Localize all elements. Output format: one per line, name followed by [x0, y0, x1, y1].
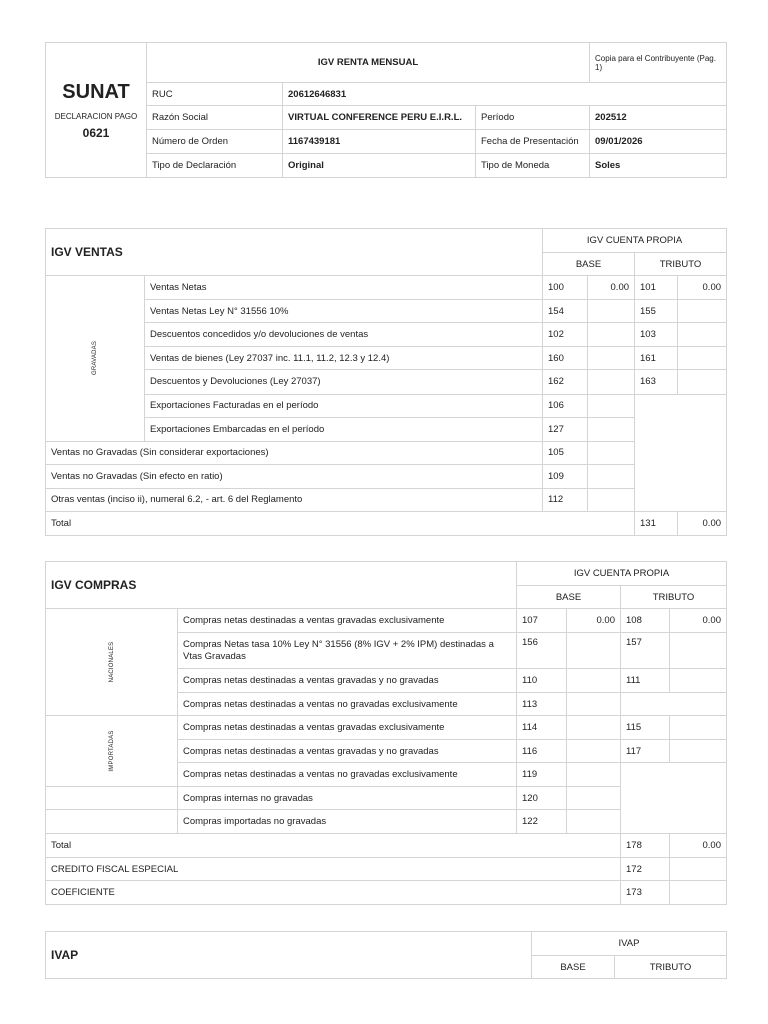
ventas-row-code: 105: [543, 441, 588, 464]
sunat-logo-cell: [46, 43, 147, 178]
form-title: IGV RENTA MENSUAL: [147, 43, 590, 83]
compras-row-code: 117: [621, 740, 670, 763]
ivap-tributo-header: TRIBUTO: [615, 956, 727, 979]
compras-total-label: Total: [46, 834, 621, 858]
compras-tributo-header: TRIBUTO: [621, 586, 727, 609]
ventas-group-header: IGV CUENTA PROPIA: [543, 229, 727, 253]
ventas-row-label: Ventas de bienes (Ley 27037 inc. 11.1, 11.2, 12.3 y 12.4): [145, 347, 543, 370]
tipo-moneda-value: Soles: [590, 154, 727, 178]
ventas-row-base: [588, 300, 635, 323]
ventas-row-label: Ventas Netas Ley N° 31556 10%: [145, 300, 543, 323]
compras-row-code: 122: [517, 810, 567, 834]
ruc-value: 20612646831: [283, 83, 727, 106]
ventas-row-code: 154: [543, 300, 588, 323]
compras-base-header: BASE: [517, 586, 621, 609]
ruc-label: RUC: [147, 83, 283, 106]
compras-total-value: 0.00: [670, 834, 727, 858]
fecha-presentacion-label: Fecha de Presentación: [476, 130, 590, 154]
ventas-total-value: 0.00: [678, 511, 727, 535]
compras-row-base: [567, 716, 621, 740]
igv-compras-table: [45, 561, 727, 905]
ventas-row-code: 100: [543, 276, 588, 300]
tipo-moneda-label: Tipo de Moneda: [476, 154, 590, 178]
sunat-logo: SUNAT: [62, 80, 130, 103]
credito-fiscal-label: CREDITO FISCAL ESPECIAL: [46, 858, 621, 881]
ivap-title: IVAP: [46, 932, 532, 979]
compras-row-code: 107: [517, 609, 567, 633]
ivap-base-header: BASE: [532, 956, 615, 979]
igv-ventas-title: IGV VENTAS: [46, 229, 543, 276]
coeficiente-value: [670, 881, 727, 905]
credito-fiscal-code: 172: [621, 858, 670, 881]
compras-row-code: 110: [517, 669, 567, 693]
ivap-group-header: IVAP: [532, 932, 727, 956]
ventas-base-header: BASE: [543, 253, 635, 276]
compras-total-code: 178: [621, 834, 670, 858]
compras-row-label: Compras netas destinadas a ventas gravadas exclusivamente: [178, 609, 517, 633]
ventas-total-label: Total: [46, 511, 635, 535]
compras-row-label: Compras Netas tasa 10% Ley N° 31556 (8% IGV + 2% IPM) destinadas a Vtas Gravadas: [178, 633, 517, 669]
ventas-row-label: Ventas no Gravadas (Sin efecto en ratio): [46, 464, 543, 488]
nacionales-group-label: NACIONALES: [46, 609, 178, 716]
compras-row-base: [567, 669, 621, 693]
compras-row-tributo: [670, 633, 727, 669]
ventas-row-code: 109: [543, 464, 588, 488]
form-number: 0621: [82, 125, 110, 140]
ventas-row-label: Descuentos concedidos y/o devoluciones de ventas: [145, 323, 543, 347]
compras-row-label: Compras netas destinadas a ventas no gravadas exclusivamente: [178, 693, 517, 716]
ventas-row-label: Ventas Netas: [145, 276, 543, 300]
compras-row-base: 0.00: [567, 609, 621, 633]
ventas-row-label: Descuentos y Devoluciones (Ley 27037): [145, 370, 543, 394]
ventas-row-code: 106: [543, 394, 588, 417]
compras-row-label: Compras netas destinadas a ventas gravadas y no gravadas: [178, 669, 517, 693]
tipo-declaracion-value: Original: [283, 154, 476, 178]
compras-row-code: 116: [517, 740, 567, 763]
compras-row-code: 108: [621, 609, 670, 633]
ventas-row-code: 163: [635, 370, 678, 394]
ventas-row-base: [588, 441, 635, 464]
ventas-tributo-header: TRIBUTO: [635, 253, 727, 276]
compras-row-code: 120: [517, 787, 567, 810]
ventas-row-code: 160: [543, 347, 588, 370]
coeficiente-code: 173: [621, 881, 670, 905]
ventas-row-base: [588, 464, 635, 488]
ventas-row-code: 127: [543, 417, 588, 441]
form-caption: DECLARACION PAGO: [54, 111, 138, 121]
ventas-row-code: 101: [635, 276, 678, 300]
compras-row-tributo: [670, 716, 727, 740]
coeficiente-label: COEFICIENTE: [46, 881, 621, 905]
periodo-label: Período: [476, 106, 590, 130]
igv-ventas-table: [45, 228, 727, 536]
ventas-row-code: 161: [635, 347, 678, 370]
compras-row-base: [567, 787, 621, 810]
compras-row-base: [567, 763, 621, 787]
compras-empty-tributo-block: [621, 763, 727, 834]
compras-row-label: Compras netas destinadas a ventas gravadas exclusivamente: [178, 716, 517, 740]
credito-fiscal-value: [670, 858, 727, 881]
ventas-row-code: 112: [543, 488, 588, 511]
compras-row-base: [567, 810, 621, 834]
compras-row-base: [567, 633, 621, 669]
compras-row-label: Compras netas destinadas a ventas gravadas y no gravadas: [178, 740, 517, 763]
compras-row-base: [567, 740, 621, 763]
periodo-value: 202512: [590, 106, 727, 130]
compras-row-code: 157: [621, 633, 670, 669]
tipo-declaracion-label: Tipo de Declaración: [147, 154, 283, 178]
compras-spacer-cell: [46, 810, 178, 834]
numero-orden-value: 1167439181: [283, 130, 476, 154]
compras-row-code: 115: [621, 716, 670, 740]
copy-note: Copia para el Contribuyente (Pag. 1): [590, 43, 727, 83]
declaration-header: [45, 42, 727, 178]
compras-row-base: [567, 693, 621, 716]
numero-orden-label: Número de Orden: [147, 130, 283, 154]
ventas-row-base: [588, 323, 635, 347]
ventas-total-code: 131: [635, 511, 678, 535]
ventas-row-base: [588, 417, 635, 441]
ventas-row-code: 155: [635, 300, 678, 323]
compras-row-tributo: [670, 740, 727, 763]
ventas-row-tributo: [678, 323, 727, 347]
ventas-row-code: 103: [635, 323, 678, 347]
ventas-row-label: Exportaciones Facturadas en el período: [145, 394, 543, 417]
compras-row-code: 156: [517, 633, 567, 669]
ventas-row-base: [588, 370, 635, 394]
ventas-row-tributo: [678, 370, 727, 394]
ventas-row-code: 102: [543, 323, 588, 347]
ventas-row-label: Otras ventas (inciso ii), numeral 6.2, - art. 6 del Reglamento: [46, 488, 543, 511]
compras-empty-tributo-cell: [621, 693, 727, 716]
ventas-row-tributo: [678, 347, 727, 370]
ventas-row-code: 162: [543, 370, 588, 394]
compras-row-label: Compras importadas no gravadas: [178, 810, 517, 834]
ventas-row-base: 0.00: [588, 276, 635, 300]
ventas-row-base: [588, 394, 635, 417]
compras-row-tributo: 0.00: [670, 609, 727, 633]
compras-row-label: Compras netas destinadas a ventas no gravadas exclusivamente: [178, 763, 517, 787]
fecha-presentacion-value: 09/01/2026: [590, 130, 727, 154]
razon-social-value: VIRTUAL CONFERENCE PERU E.I.R.L.: [283, 106, 476, 130]
ventas-row-label: Exportaciones Embarcadas en el período: [145, 417, 543, 441]
ventas-row-tributo: 0.00: [678, 276, 727, 300]
compras-row-tributo: [670, 669, 727, 693]
compras-row-code: 114: [517, 716, 567, 740]
ventas-row-tributo: [678, 300, 727, 323]
ventas-row-base: [588, 347, 635, 370]
compras-row-label: Compras internas no gravadas: [178, 787, 517, 810]
ventas-row-label: Ventas no Gravadas (Sin considerar exportaciones): [46, 441, 543, 464]
compras-spacer-cell: [46, 787, 178, 810]
compras-row-code: 119: [517, 763, 567, 787]
igv-compras-title: IGV COMPRAS: [46, 562, 517, 609]
compras-row-code: 111: [621, 669, 670, 693]
gravadas-group-label: GRAVADAS: [46, 276, 145, 442]
razon-social-label: Razón Social: [147, 106, 283, 130]
ivap-table: [45, 931, 727, 979]
compras-group-header: IGV CUENTA PROPIA: [517, 562, 727, 586]
ventas-row-base: [588, 488, 635, 511]
compras-row-code: 113: [517, 693, 567, 716]
importadas-group-label: IMPORTADAS: [46, 716, 178, 787]
ventas-empty-tributo-block: [635, 394, 727, 511]
